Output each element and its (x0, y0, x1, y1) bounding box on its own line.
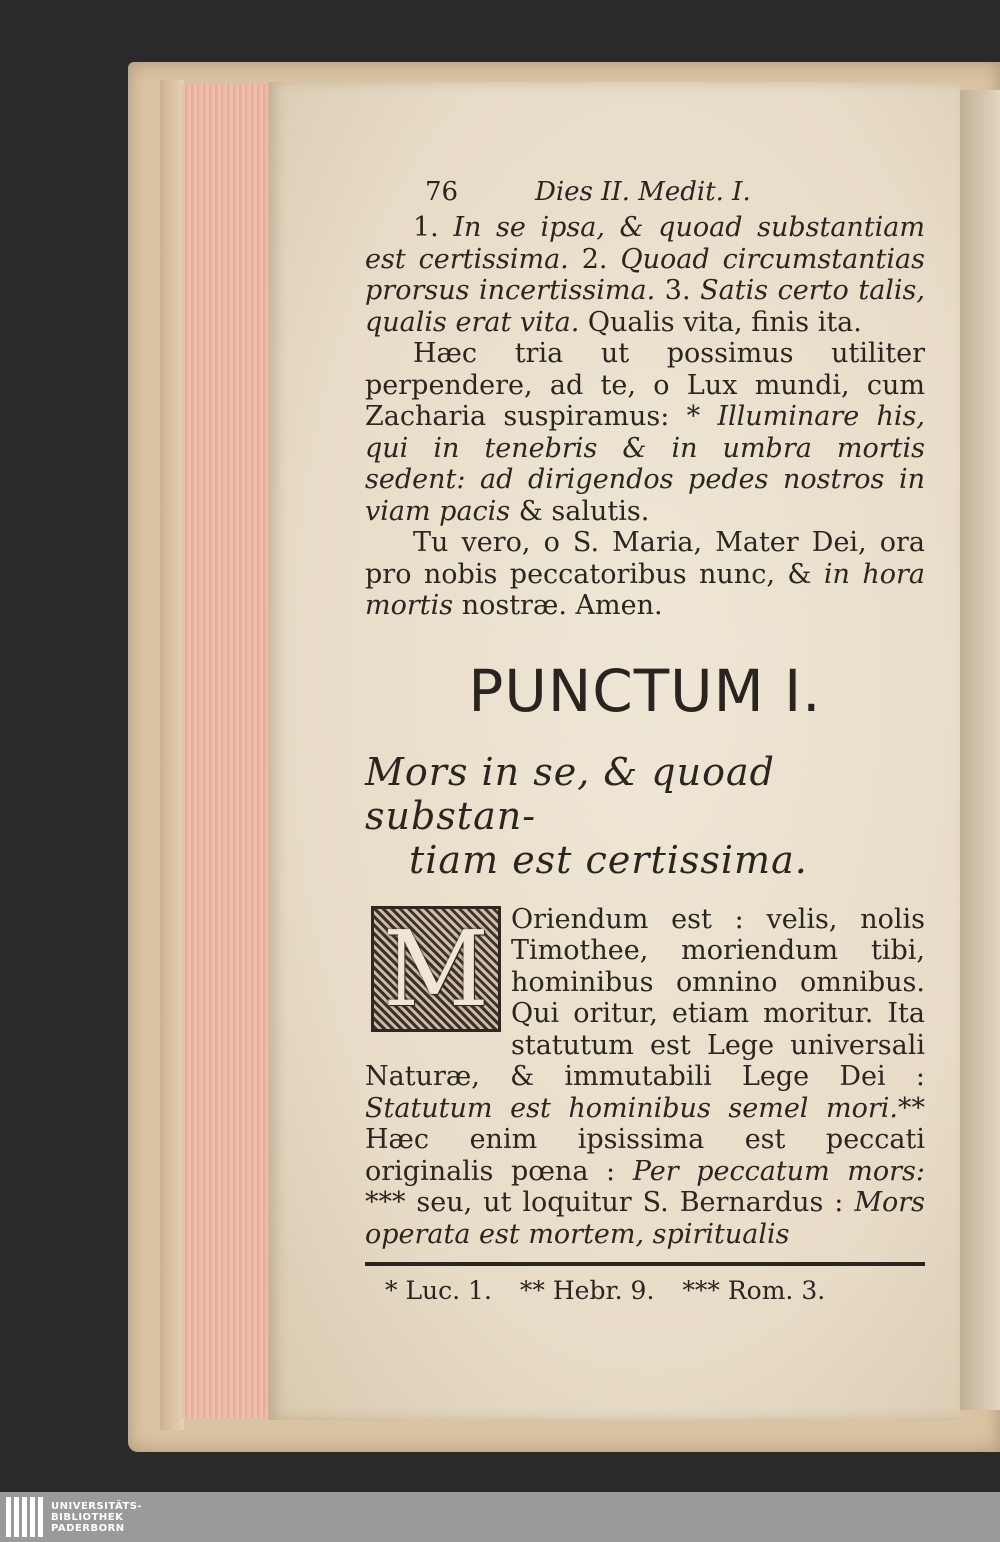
intro-paragraph (365, 212, 925, 338)
page-header (365, 172, 925, 212)
footnote: ** Hebr. 9. (519, 1276, 655, 1305)
library-name-line-2: BIBLIOTHEK (51, 1511, 124, 1523)
book-gutter (160, 80, 184, 1430)
body-segment: ** Hæc enim ipsissima est peccati originalis pœna : (365, 1092, 925, 1187)
drop-cap-letter: M (382, 907, 490, 1030)
intro-paragraph-3-segment: nostræ. Amen. (453, 590, 663, 621)
library-name-line-3: PADERBORN (51, 1522, 125, 1534)
footnote-rule (365, 1262, 925, 1266)
intro-text (365, 212, 925, 622)
body-segment: Mors operata est mortem, spiritualis (365, 1187, 925, 1250)
intro-paragraph-3-segment: in hora mortis (365, 558, 925, 621)
intro-paragraph-1-segment: Quoad circumstantias prorsus incertissima. (365, 243, 925, 306)
library-logo-icon (6, 1497, 43, 1537)
intro-paragraph-2-segment: Illuminare his, qui in tenebris & in umbra mortis sedent: ad dirigendos pedes nostros in viam pacis (365, 401, 925, 527)
intro-paragraph-2-segment: Hæc tria ut possimus utiliter perpendere, ad te, o Lux mundi, cum Zacharia suspiramus: * (365, 338, 925, 432)
decorated-initial-m (371, 906, 501, 1032)
intro-paragraph (365, 338, 925, 527)
page-content (365, 172, 925, 1305)
body-segment: *** seu, ut loquitur S. Bernardus : (365, 1187, 855, 1218)
intro-paragraph-2-segment: & salutis. (510, 495, 650, 527)
subtitle-line-2: tiam est certissima. (409, 837, 808, 882)
section-title: PUNCTUM I. (468, 656, 822, 725)
page-number: 76 (425, 177, 459, 207)
library-footer (0, 1492, 1000, 1542)
body-segment: Per peccatum mors: (632, 1155, 926, 1187)
intro-paragraph-1-segment: Satis certo talis, qualis erat vita. (365, 275, 925, 338)
footnote: *** Rom. 3. (682, 1276, 826, 1305)
body-section (365, 904, 925, 1251)
section-subtitle (365, 750, 925, 882)
subtitle-line-1: Mors in se, & quoad substan- (365, 749, 775, 838)
intro-paragraph-1-segment: 3. (655, 275, 701, 306)
running-head: Dies II. Medit. I. (535, 177, 751, 207)
intro-paragraph (365, 527, 925, 622)
intro-paragraph-1-segment: Qualis vita, finis ita. (579, 306, 862, 338)
intro-paragraph-3-segment: Tu vero, o S. Maria, Mater Dei, ora pro nobis peccatoribus nunc, & (365, 527, 925, 590)
page-edges (182, 84, 276, 1418)
facing-page-edge (960, 90, 1000, 1410)
intro-paragraph-1-segment: In se ipsa, & quoad substantiam est certissima. (365, 212, 925, 275)
library-name-line-1: UNIVERSITÄTS- (51, 1500, 143, 1512)
intro-paragraph-1-segment: 2. (568, 243, 621, 275)
intro-paragraph-1-segment: 1. (413, 212, 454, 243)
footnote: * Luc. 1. (385, 1276, 492, 1305)
body-segment: Statutum est hominibus semel mori. (365, 1092, 898, 1124)
footnotes (365, 1276, 925, 1305)
library-name (51, 1501, 142, 1534)
body-segment: Oriendum est : velis, nolis Timothee, moriendum tibi, hominibus omnino omnibus. Qui oritur, etiam moritur. Ita statutum est Lege universali Naturæ, & immutabili Lege Dei : (365, 903, 925, 1092)
